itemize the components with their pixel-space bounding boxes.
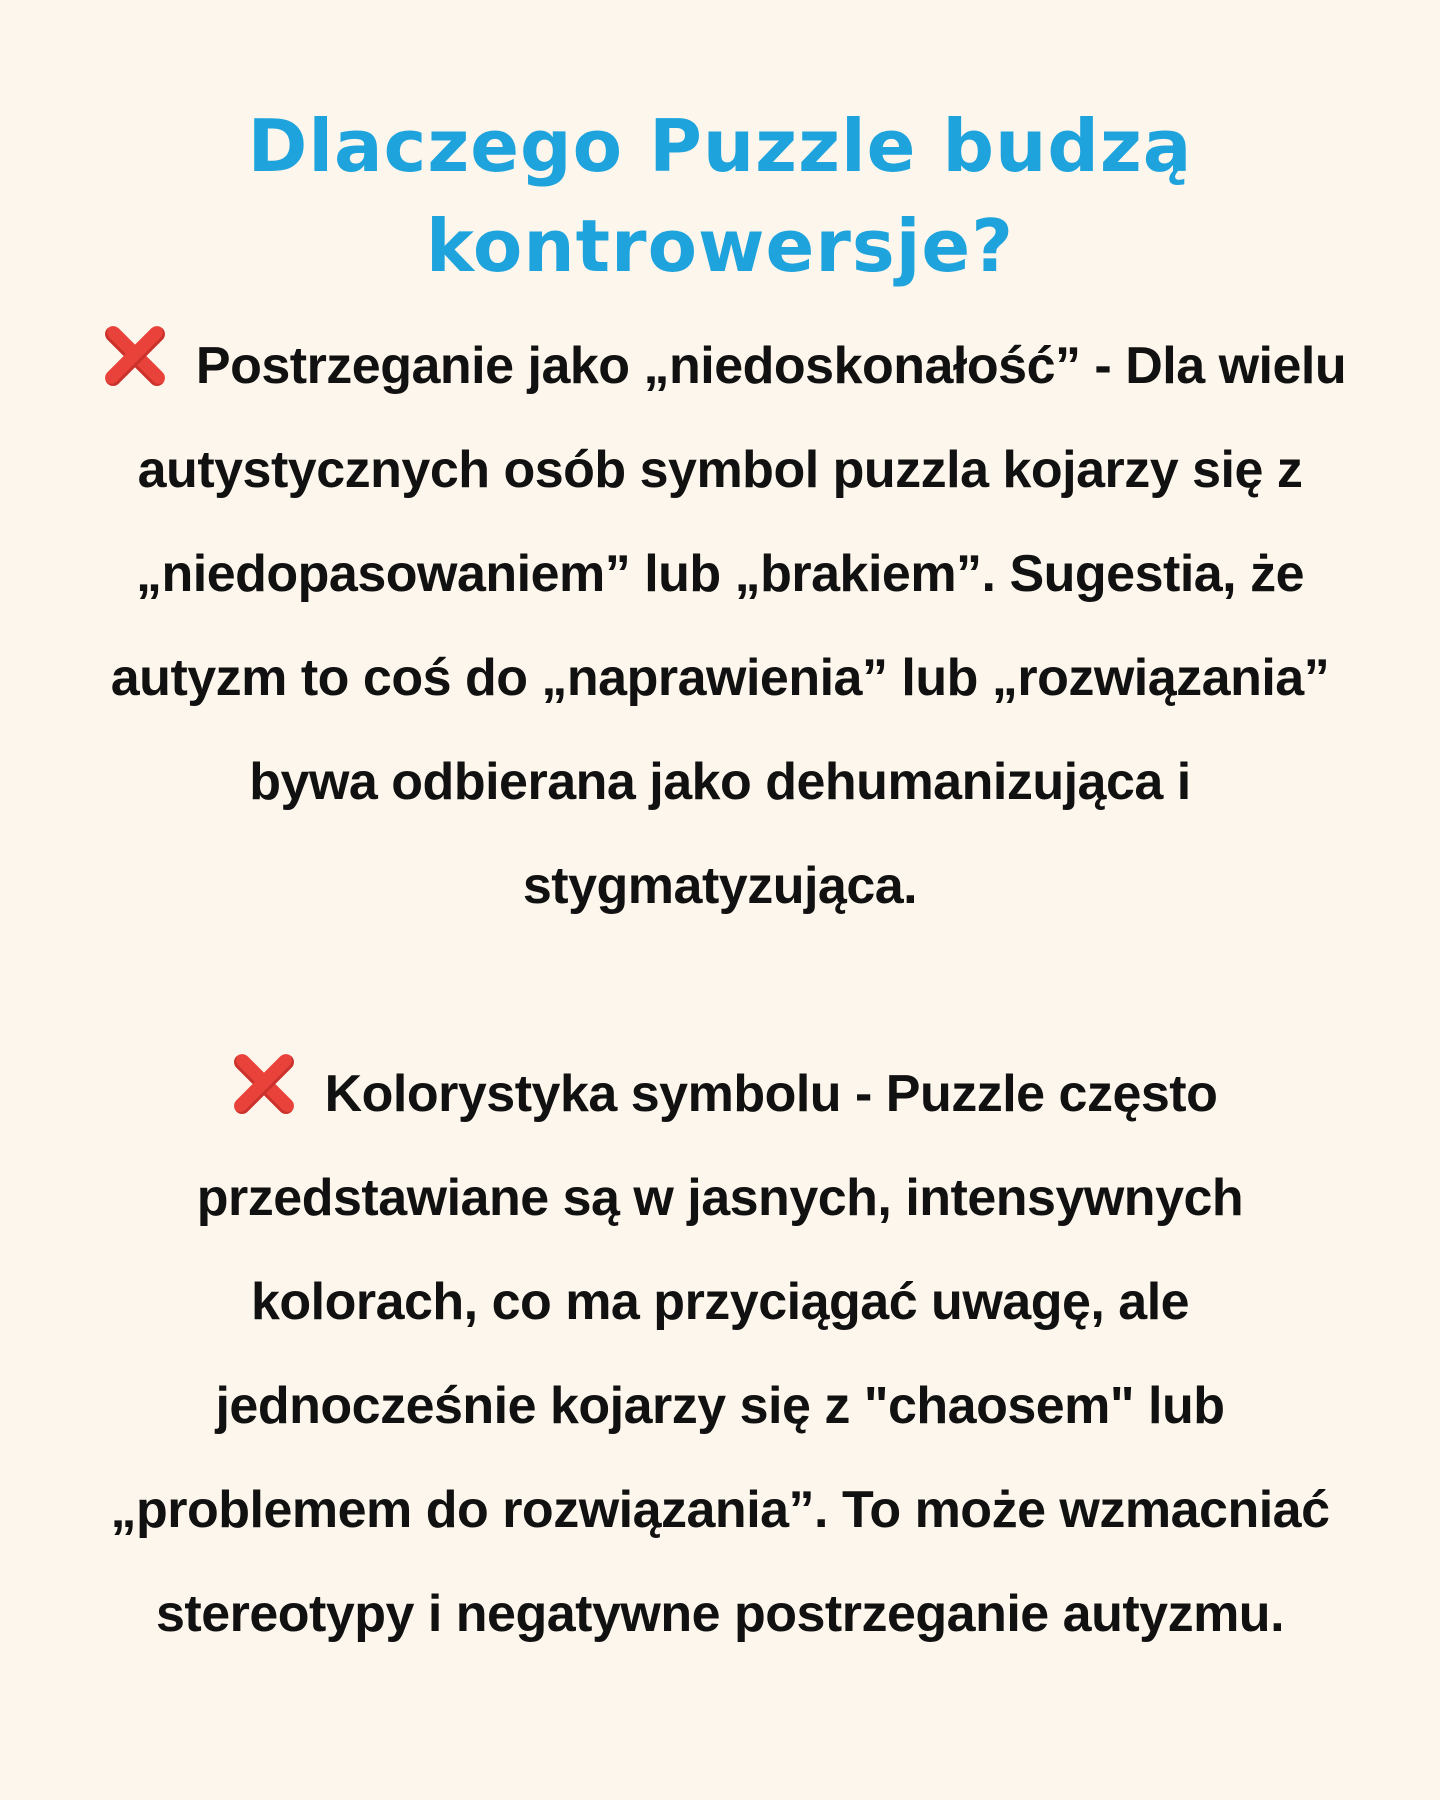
point-colors [90,1042,1350,1666]
page-title: Dlaczego Puzzle budzą kontrowersje? [247,104,1193,288]
point-perception-text: Postrzeganie jako „niedoskonałość” - Dla wielu autystycznych osób symbol puzzla kojarzy się z „niedopasowaniem” lub „brakiem”. Sugestia, że autyzm to coś do „naprawienia” lub „rozwiązania” bywa odbierana jako dehumanizująca i stygmatyzująca. [110,337,1347,915]
point-colors-text: Kolorystyka symbolu - Puzzle często przedstawiane są w jasnych, intensywnych kolorach, co ma przyciągać uwagę, ale jednocześnie kojarzy się z "chaosem" lub „problemem do rozwiązania”. To może wzmacniać stereotypy i negatywne postrzeganie autyzmu. [110,1065,1330,1643]
cross-mark-icon [94,315,176,397]
point-perception [90,314,1350,938]
cross-mark-icon [223,1043,305,1125]
